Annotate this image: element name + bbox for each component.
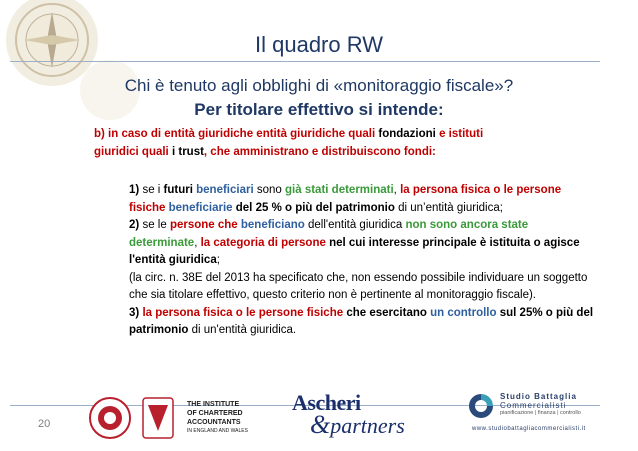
- title-divider: [10, 61, 600, 62]
- ascheri-logo: Ascheri &partners: [292, 390, 405, 439]
- page-number: 20: [38, 418, 51, 430]
- ica-name: THE INSTITUTE OF CHARTERED ACCOUNTANTS IN ENGLAND AND WALES: [187, 401, 248, 434]
- intro-paragraph: b) in caso di entità giuridiche entità giuridiche quali fondazioni e istituti giuridici quali i trust, che amministrano e distribuiscono fondi:: [94, 128, 484, 158]
- subtitle: Chi è tenuto agli obblighi di «monitoraggio fiscale»?: [124, 76, 514, 95]
- ica-logo-icon: [88, 393, 183, 443]
- page-title: Il quadro RW: [255, 32, 383, 57]
- studio-website: www.studiobattagliacommercialisti.it: [472, 426, 586, 432]
- items-list: [129, 182, 599, 340]
- subtitle-bold: Per titolare effettivo si intende:: [194, 100, 444, 119]
- studio-battaglia-name: Studio Battaglia Commercialisti pianificazione | finanza | controllo: [500, 392, 581, 416]
- list-item: 3) la persona fisica o le persone fisiche che esercitano un controllo sul 25% o più del patrimonio di un'entità giuridica.: [129, 306, 594, 336]
- studio-battaglia-icon: [467, 392, 495, 422]
- list-item: 1) se i futuri beneficiari sono già stati determinati, la persona fisica o le persone fisiche beneficiarie del 25 % o più del patrimonio di un’entità giuridica;: [129, 184, 562, 214]
- list-item: 2) se le persone che beneficiano dell'entità giuridica non sono ancora state determinate, la categoria di persone nel cui interesse principale è istituita o agisce l'entità giuridica; (la circ. n. 38E del 2013 ha specificato che, non essendo possibile individuare un soggetto che sia titolare effettivo, questo criterio non è pertinente al monitoraggio fiscale).: [129, 219, 588, 301]
